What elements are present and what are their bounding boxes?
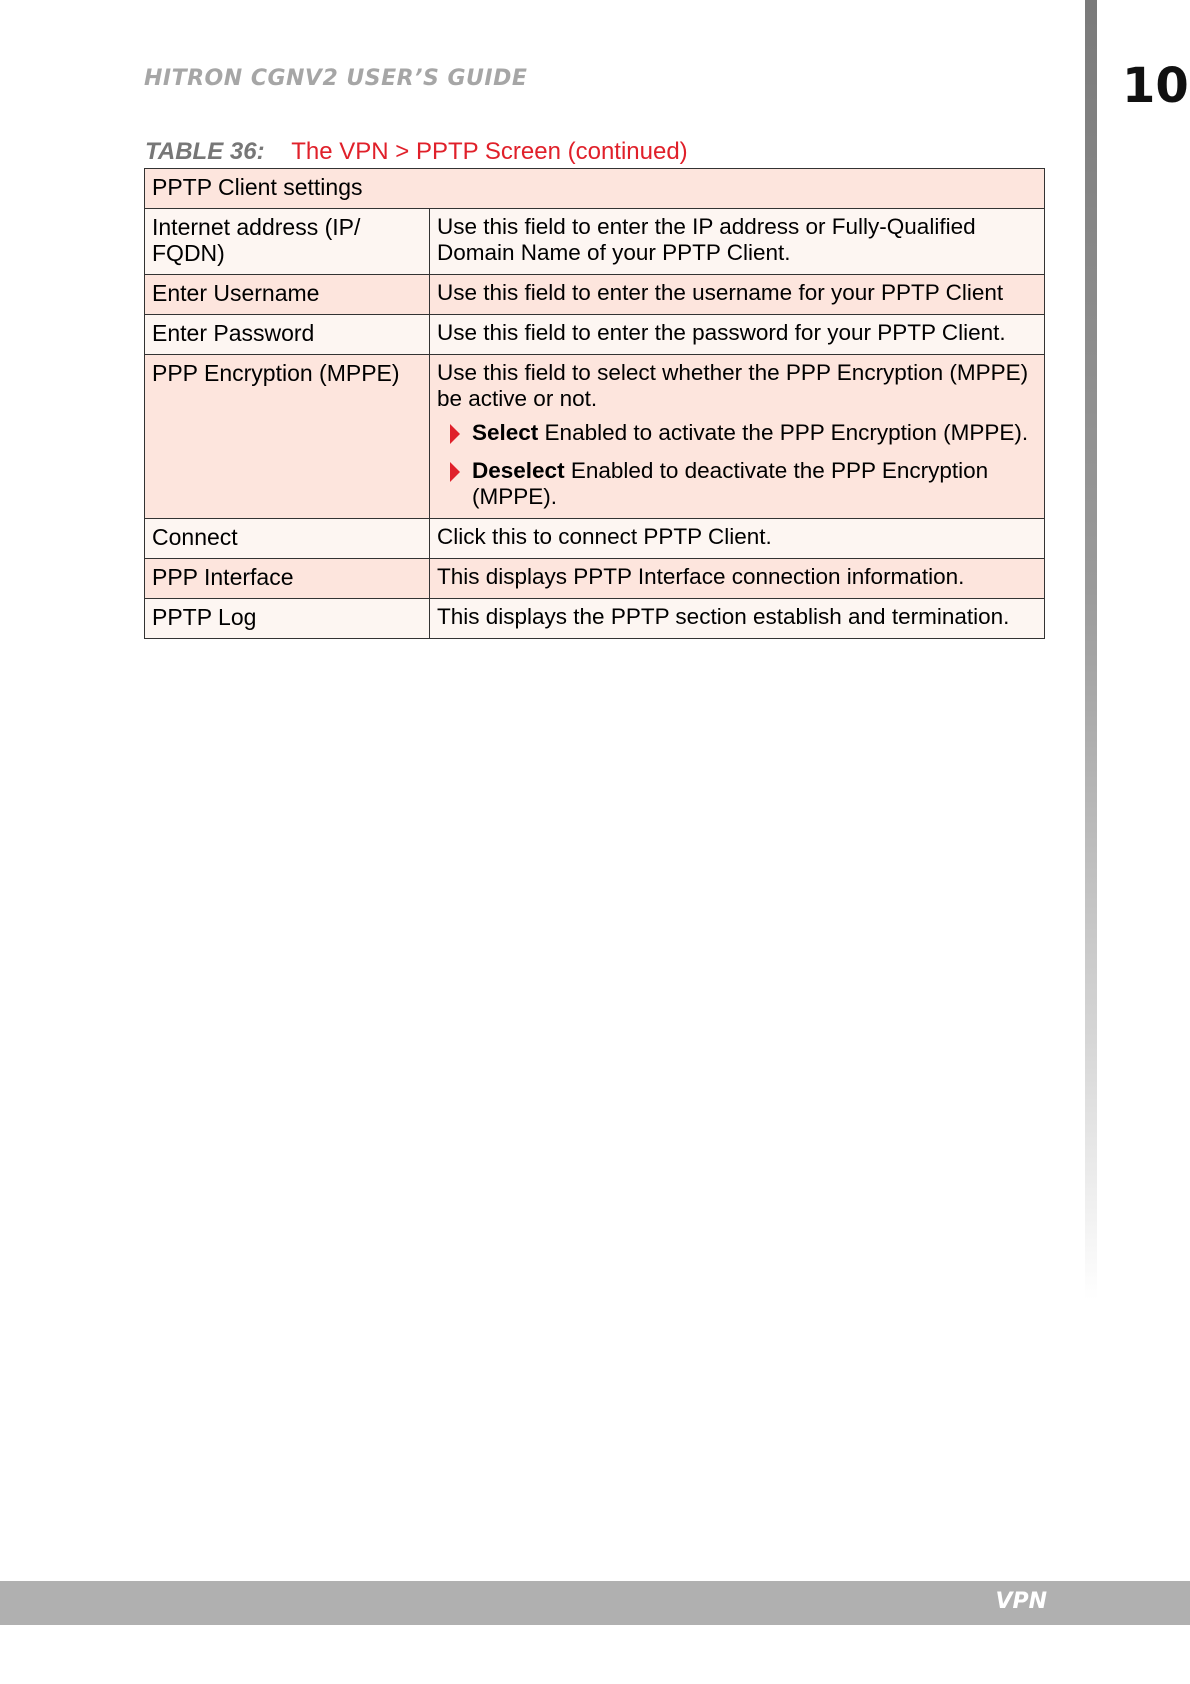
option-text: Enabled to deactivate the PPP Encryption (MPPE). (472, 458, 989, 509)
row-description: This displays the PPTP section establish and termination. (430, 599, 1045, 639)
section-header-cell: PPTP Client settings (145, 169, 1045, 209)
pptp-settings-table (144, 168, 1045, 639)
row-label: Connect (145, 519, 430, 559)
table-row (145, 599, 1045, 639)
triangle-bullet-icon (450, 462, 460, 482)
row-description: Click this to connect PPTP Client. (430, 519, 1045, 559)
row-label: PPP Interface (145, 559, 430, 599)
footer-bar (0, 1581, 1190, 1625)
row-label: PPTP Log (145, 599, 430, 639)
footer-section-label: VPN (995, 1589, 1047, 1614)
table-section-header-row (145, 169, 1045, 209)
row-label: Enter Username (145, 275, 430, 315)
triangle-bullet-icon (450, 424, 460, 444)
table-caption-label: TABLE 36: (145, 138, 265, 165)
row-description: Use this field to enter the password for your PPTP Client. (430, 315, 1045, 355)
table-row (145, 315, 1045, 355)
row-label: PPP Encryption (MPPE) (145, 355, 430, 519)
table-row (145, 275, 1045, 315)
row-description: Use this field to select whether the PPP Encryption (MPPE) be active or not. (437, 360, 1029, 411)
table-row (145, 519, 1045, 559)
list-item (437, 420, 1037, 446)
row-label: Enter Password (145, 315, 430, 355)
option-list (437, 420, 1037, 510)
option-keyword: Select (472, 420, 539, 445)
row-description: This displays PPTP Interface connection information. (430, 559, 1045, 599)
row-description: Use this field to enter the IP address or Fully-Qualified Domain Name of your PPTP Client. (430, 209, 1045, 275)
table-caption (145, 138, 688, 166)
row-label: Internet address (IP/ FQDN) (145, 209, 430, 275)
option-text: Enabled to activate the PPP Encryption (MPPE). (538, 420, 1029, 445)
option-keyword: Deselect (472, 458, 565, 483)
chapter-number: 10 (1122, 58, 1189, 114)
table-caption-title: The VPN > PPTP Screen (continued) (291, 138, 688, 165)
side-tab-bar (1085, 0, 1097, 1300)
table-row (145, 355, 1045, 519)
row-description: Use this field to enter the username for your PPTP Client (430, 275, 1045, 315)
list-item (437, 458, 1037, 510)
table-row (145, 559, 1045, 599)
running-header: HITRON CGNV2 USER’S GUIDE (144, 66, 528, 91)
table-row (145, 209, 1045, 275)
row-description-cell (430, 355, 1045, 519)
